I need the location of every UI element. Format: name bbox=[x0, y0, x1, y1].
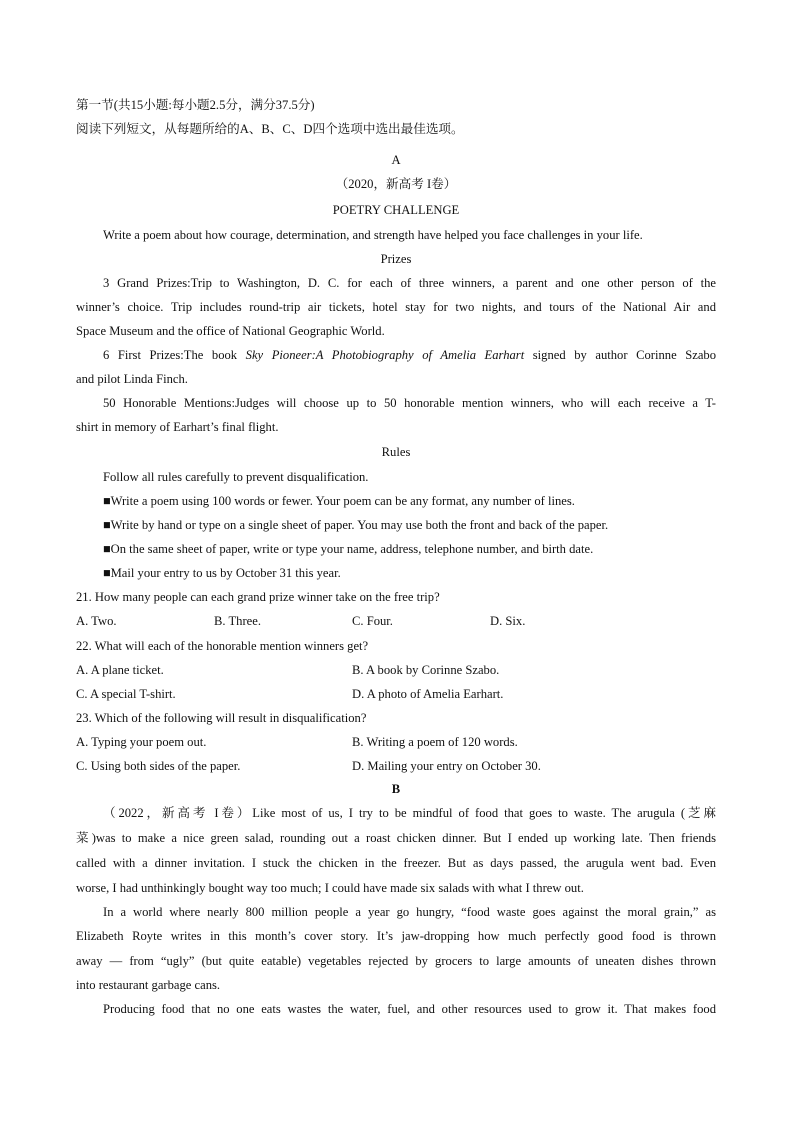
rule-item: ■Write by hand or type on a single sheet of paper. You may use both the front and back of the paper. bbox=[103, 518, 609, 532]
first-prize-line-1 bbox=[103, 347, 716, 363]
passage-b-label: B bbox=[391, 782, 401, 796]
question-21-option-c: C. Four. bbox=[352, 614, 393, 628]
grand-prize-line-1: 3 Grand Prizes:Trip to Washington, D. C. for each of three winners, a parent and one other person of the bbox=[103, 276, 716, 290]
instruction-text: 阅读下列短文，从每题所给的A、B、C、D四个选项中选出最佳选项。 bbox=[76, 122, 464, 136]
passage-b-para1-line: called with a dinner invitation. I stuck the chicken in the freezer. But as days passed, the arugula went bad. Even bbox=[76, 856, 716, 870]
passage-b-para1-line: 菜)was to make a nice green salad, rounding out a roast chicken dinner. But I ended up working late. Then friends bbox=[76, 831, 716, 845]
question-22-option-c: C. A special T-shirt. bbox=[76, 687, 176, 701]
passage-b-para3-line: Producing food that no one eats wastes the water, fuel, and other resources used to grow it. That makes food bbox=[103, 1002, 716, 1016]
question-21-option-b: B. Three. bbox=[214, 614, 261, 628]
passage-b-para2-line: In a world where nearly 800 million people a year go hungry, “food waste goes against the moral grain,” as bbox=[103, 905, 716, 919]
rule-item: ■Write a poem using 100 words or fewer. Your poem can be any format, any number of lines. bbox=[103, 494, 575, 508]
passage-a-title: POETRY CHALLENGE bbox=[332, 203, 460, 217]
first-prize-line-2: and pilot Linda Finch. bbox=[76, 372, 188, 386]
rule-item: ■On the same sheet of paper, write or type your name, address, telephone number, and birth date. bbox=[103, 542, 594, 556]
honorable-line-2: shirt in memory of Earhart’s final flight. bbox=[76, 420, 279, 434]
passage-b-para2-line: Elizabeth Royte writes in this month’s cover story. It’s jaw-dropping how much perfectly good food is thrown bbox=[76, 929, 716, 943]
grand-prize-line-2: winner’s choice. Trip includes round-trip air tickets, hotel stay for two nights, and tours of the National Air and bbox=[76, 300, 716, 314]
question-22-stem: 22. What will each of the honorable mention winners get? bbox=[76, 639, 369, 653]
question-22-option-d: D. A photo of Amelia Earhart. bbox=[352, 687, 504, 701]
rules-heading: Rules bbox=[381, 445, 411, 459]
first-prize-prefix: 6 First Prizes:The book bbox=[103, 348, 246, 362]
question-22-option-a: A. A plane ticket. bbox=[76, 663, 164, 677]
grand-prize-line-3: Space Museum and the office of National Geographic World. bbox=[76, 324, 385, 338]
passage-a-label: A bbox=[391, 153, 401, 167]
passage-b-para2-line: into restaurant garbage cans. bbox=[76, 978, 221, 992]
question-23-option-b: B. Writing a poem of 120 words. bbox=[352, 735, 518, 749]
rule-item: ■Mail your entry to us by October 31 this year. bbox=[103, 566, 341, 580]
first-prize-suffix: signed by author Corinne Szabo bbox=[524, 348, 717, 362]
rules-intro: Follow all rules carefully to prevent disqualification. bbox=[103, 470, 369, 484]
prizes-heading: Prizes bbox=[380, 252, 412, 266]
question-23-option-c: C. Using both sides of the paper. bbox=[76, 759, 241, 773]
passage-b-para1-line: （2022，新高考 I卷）Like most of us, I try to be mindful of food that goes to waste. The arugula (芝麻 bbox=[103, 806, 716, 820]
question-23-option-a: A. Typing your poem out. bbox=[76, 735, 207, 749]
question-22-option-b: B. A book by Corinne Szabo. bbox=[352, 663, 500, 677]
question-21-stem: 21. How many people can each grand prize winner take on the free trip? bbox=[76, 590, 440, 604]
section-header: 第一节(共15小题:每小题2.5分，满分37.5分) bbox=[76, 98, 315, 112]
passage-a-intro: Write a poem about how courage, determination, and strength have helped you face challenges in your life. bbox=[103, 228, 643, 242]
passage-b-para2-line: away — from “ugly” (but quite eatable) vegetables rejected by grocers to large amounts of uneaten dishes thrown bbox=[76, 954, 716, 968]
question-21-option-d: D. Six. bbox=[490, 614, 526, 628]
question-21-option-a: A. Two. bbox=[76, 614, 117, 628]
honorable-line-1: 50 Honorable Mentions:Judges will choose up to 50 honorable mention winners, who will each receive a T- bbox=[103, 396, 716, 410]
question-23-stem: 23. Which of the following will result in disqualification? bbox=[76, 711, 367, 725]
question-23-option-d: D. Mailing your entry on October 30. bbox=[352, 759, 541, 773]
passage-a-source: （2020，新高考 I卷） bbox=[335, 177, 457, 191]
book-title: Sky Pioneer:A Photobiography of Amelia Earhart bbox=[245, 348, 525, 362]
passage-b-para1-line: worse, I had unthinkingly bought way too much; I could have made six salads with what I threw out. bbox=[76, 881, 584, 895]
